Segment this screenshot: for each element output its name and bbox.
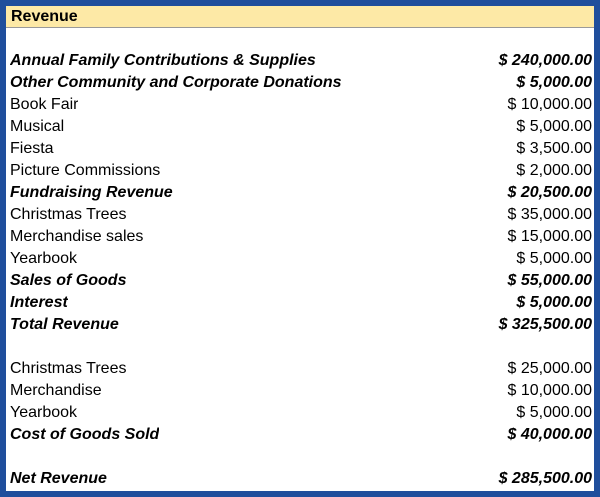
musical-row — [6, 116, 594, 138]
rows-container — [6, 28, 594, 490]
row-amount: $ 240,000.00 — [498, 52, 592, 69]
fundraising-revenue-row — [6, 182, 594, 204]
row-label: Net Revenue — [10, 470, 107, 487]
row-label: Yearbook — [10, 404, 78, 421]
row-amount: $ 2,000.00 — [516, 162, 592, 179]
row-amount: $ 5,000.00 — [516, 404, 592, 421]
spacer-row — [6, 336, 594, 358]
row-amount: $ 3,500.00 — [516, 140, 592, 157]
row-label: Christmas Trees — [10, 206, 127, 223]
net-revenue-row — [6, 468, 594, 490]
row-amount: $ 35,000.00 — [507, 206, 592, 223]
annual-family-contributions-row — [6, 50, 594, 72]
interest-row — [6, 292, 594, 314]
row-amount: $ 20,500.00 — [507, 184, 592, 201]
row-label: Sales of Goods — [10, 272, 127, 289]
row-label: Picture Commissions — [10, 162, 161, 179]
row-label: Annual Family Contributions & Supplies — [10, 52, 316, 69]
total-revenue-row — [6, 314, 594, 336]
row-amount: $ 285,500.00 — [498, 470, 592, 487]
cost-of-goods-sold-row — [6, 424, 594, 446]
row-label: Interest — [10, 294, 68, 311]
picture-commissions-row — [6, 160, 594, 182]
table-header: Revenue — [6, 6, 594, 28]
cogs-yearbook-row — [6, 402, 594, 424]
spacer-row — [6, 28, 594, 50]
row-label: Musical — [10, 118, 65, 135]
row-amount: $ 10,000.00 — [507, 96, 592, 113]
row-label: Book Fair — [10, 96, 79, 113]
row-amount: $ 5,000.00 — [516, 118, 592, 135]
row-label: Total Revenue — [10, 316, 119, 333]
row-label: Other Community and Corporate Donations — [10, 74, 342, 91]
row-amount: $ 15,000.00 — [507, 228, 592, 245]
row-amount: $ 325,500.00 — [498, 316, 592, 333]
row-amount: $ 5,000.00 — [516, 74, 592, 91]
row-label: Merchandise sales — [10, 228, 144, 245]
row-label: Fundraising Revenue — [10, 184, 173, 201]
row-amount: $ 10,000.00 — [507, 382, 592, 399]
cogs-christmas-trees-row — [6, 358, 594, 380]
row-amount: $ 5,000.00 — [516, 294, 592, 311]
yearbook-row — [6, 248, 594, 270]
row-label: Fiesta — [10, 140, 54, 157]
cogs-merchandise-row — [6, 380, 594, 402]
fiesta-row — [6, 138, 594, 160]
other-community-donations-row — [6, 72, 594, 94]
row-label: Yearbook — [10, 250, 78, 267]
book-fair-row — [6, 94, 594, 116]
merchandise-sales-row — [6, 226, 594, 248]
christmas-trees-row — [6, 204, 594, 226]
row-amount: $ 5,000.00 — [516, 250, 592, 267]
row-amount: $ 25,000.00 — [507, 360, 592, 377]
sales-of-goods-row — [6, 270, 594, 292]
row-amount: $ 55,000.00 — [507, 272, 592, 289]
spacer-row — [6, 446, 594, 468]
row-label: Merchandise — [10, 382, 102, 399]
row-label: Cost of Goods Sold — [10, 426, 160, 443]
row-label: Christmas Trees — [10, 360, 127, 377]
row-amount: $ 40,000.00 — [507, 426, 592, 443]
